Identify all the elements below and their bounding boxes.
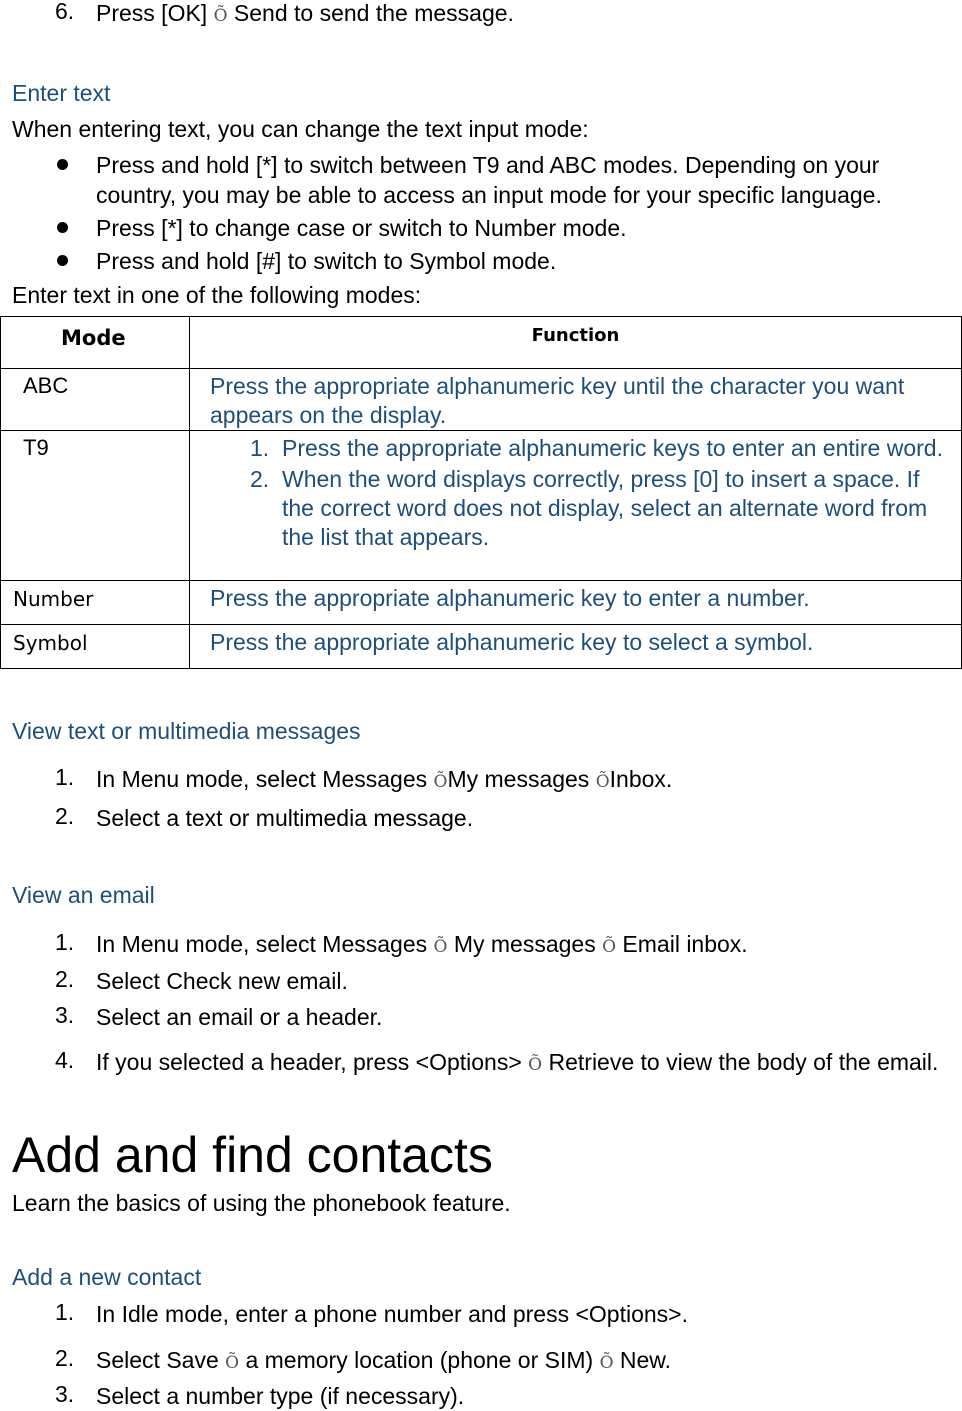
step-text: Select Check new email.: [96, 968, 348, 994]
step-number: 4.: [55, 1047, 75, 1073]
section-heading-view-email: View an email: [12, 882, 155, 908]
arrow-icon: Õ: [599, 1353, 614, 1373]
arrow-icon: Õ: [595, 772, 610, 792]
mode-cell: ABC: [1, 369, 190, 431]
list-item: 2. When the word displays correctly, press [0] to insert a space. If the correct word does not display, select an alternate word from the list that appears.: [250, 466, 928, 550]
step-text: In Menu mode, select Messages ÕMy messages ÕInbox.: [96, 766, 673, 792]
function-cell: Press the appropriate alphanumeric key to select a symbol.: [190, 625, 962, 669]
arrow-icon: Õ: [433, 772, 448, 792]
enter-text-intro: When entering text, you can change the text input mode:: [12, 116, 589, 142]
bullet-icon: [57, 159, 68, 170]
step-text: If you selected a header, press <Options> Õ Retrieve to view the body of the email.: [96, 1049, 939, 1075]
step-text: Select a text or multimedia message.: [96, 805, 474, 831]
mode-cell: T9: [1, 431, 190, 581]
header-mode: Mode: [1, 317, 190, 369]
modes-intro: Enter text in one of the following modes:: [12, 282, 422, 308]
step-number: 1.: [55, 929, 75, 955]
table-row: [1, 581, 962, 625]
step-text: In Menu mode, select Messages Õ My messages Õ Email inbox.: [96, 931, 748, 957]
section-heading-add-contact: Add a new contact: [12, 1264, 202, 1290]
table-header-row: [1, 317, 962, 369]
bullet-text: Press and hold [#] to switch to Symbol mode.: [96, 248, 557, 274]
arrow-icon: Õ: [225, 1353, 240, 1373]
step-number: 1.: [55, 764, 75, 790]
arrow-icon: Õ: [602, 937, 617, 957]
contacts-intro: Learn the basics of using the phonebook feature.: [12, 1190, 511, 1216]
bullet-text: Press [*] to change case or switch to Number mode.: [96, 215, 627, 241]
section-heading-view-messages: View text or multimedia messages: [12, 718, 361, 744]
mode-cell: Symbol: [1, 625, 190, 669]
arrow-icon: Õ: [528, 1055, 543, 1075]
modes-table: [0, 316, 962, 669]
step-number: 3.: [55, 1381, 75, 1407]
step-text: Press [OK] Õ Send to send the message.: [96, 0, 514, 26]
arrow-icon: Õ: [433, 937, 448, 957]
function-cell: Press the appropriate alphanumeric key until the character you want appears on the display.: [190, 369, 962, 431]
step-text: Select an email or a header.: [96, 1004, 383, 1030]
table-row: [1, 369, 962, 431]
step-text: Select Save Õ a memory location (phone or SIM) Õ New.: [96, 1347, 672, 1373]
section-heading-enter-text: Enter text: [12, 80, 111, 106]
function-cell: [190, 431, 962, 581]
step-number: 1.: [55, 1299, 75, 1325]
table-row: [1, 431, 962, 581]
step-number: 3.: [55, 1002, 75, 1028]
bullet-text: Press and hold [*] to switch between T9 and ABC modes. Depending on your country, you may be able to access an input mode for your specific language.: [96, 152, 882, 208]
arrow-icon: Õ: [213, 6, 228, 26]
step-number: 6.: [55, 0, 75, 24]
bullet-icon: [57, 255, 68, 266]
step-number: 2.: [55, 803, 75, 829]
step-text: Select a number type (if necessary).: [96, 1383, 465, 1409]
step-number: 2.: [55, 966, 75, 992]
bullet-icon: [57, 222, 68, 233]
step-text: In Idle mode, enter a phone number and press <Options>.: [96, 1301, 688, 1327]
step-number: 2.: [55, 1345, 75, 1371]
header-function: Function: [190, 317, 962, 369]
page-title: Add and find contacts: [12, 1127, 493, 1183]
mode-cell: Number: [1, 581, 190, 625]
function-cell: Press the appropriate alphanumeric key to enter a number.: [190, 581, 962, 625]
list-item: 1. Press the appropriate alphanumeric keys to enter an entire word.: [250, 435, 943, 461]
table-row: [1, 625, 962, 669]
